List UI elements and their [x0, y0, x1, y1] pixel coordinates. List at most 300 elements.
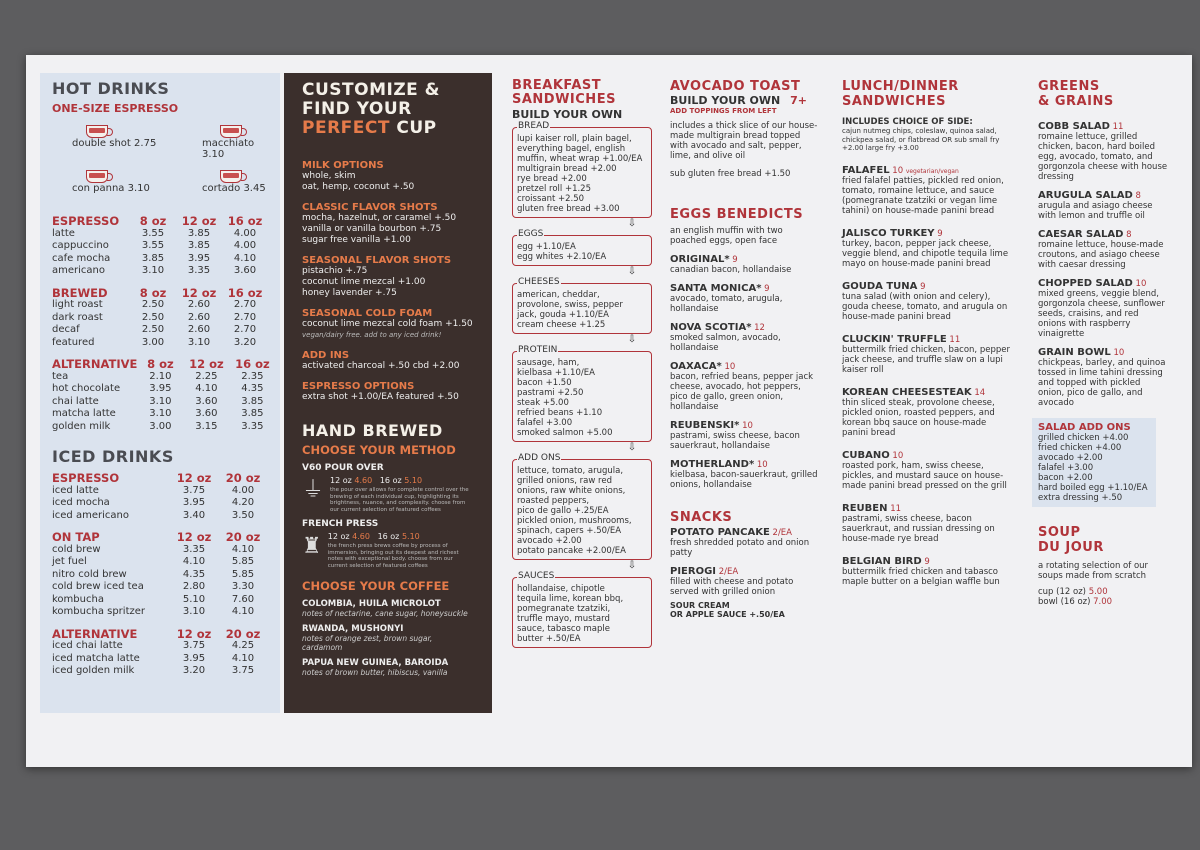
add-on-row [1038, 473, 1150, 483]
item-price: 4.10 [231, 606, 255, 617]
item-name: PIEROGI [670, 566, 717, 577]
add-ins [302, 350, 474, 372]
item-price: 2.70 [233, 311, 257, 323]
box-label: SAUCES [518, 571, 555, 581]
box-line: muffin, wheat wrap +1.00/EA [517, 154, 643, 164]
item-price: 3.35 [187, 265, 211, 276]
benedicts-description: an english muffin with two poached eggs, open face [670, 226, 783, 246]
sandwich-cluckin-truffle [842, 334, 1012, 375]
title-line: GREENS [1038, 79, 1100, 94]
cup-name: con panna [72, 183, 125, 194]
lunch-title [842, 79, 1012, 109]
item-price: 4.10 [231, 652, 255, 664]
item-price: 9 [920, 281, 926, 292]
box-line: cream cheese +1.25 [517, 320, 606, 330]
size-header: 12 oz [181, 214, 217, 228]
item-name: iced chai latte [52, 640, 123, 651]
item-price: 3.95 [182, 652, 206, 664]
eggs-box [512, 229, 652, 266]
greens-grains [1038, 79, 1168, 607]
item-price: 8 [1126, 230, 1132, 240]
size-header: 8 oz [147, 357, 174, 371]
item-name: CAESAR SALAD [1038, 229, 1124, 240]
title-accent: PERFECT [302, 118, 390, 138]
coffee-notes: notes of nectarine, cane sugar, honeysuckle [302, 609, 468, 618]
item-price: 10 [756, 460, 768, 470]
cup-price: 3.10 [202, 149, 225, 160]
title-line: SOUP [1038, 525, 1081, 540]
add-on-name: extra dressing [1038, 493, 1099, 503]
item-description: bacon, refried beans, pepper jack cheese, avocado, hot peppers, pico de gallo, green onion, hollandaise [670, 372, 814, 412]
box-line: potato pancake +2.00/EA [517, 546, 626, 556]
box-line: everything bagel, english [517, 144, 626, 154]
add-on-row [1038, 483, 1150, 493]
item-price: 8 [1135, 191, 1141, 201]
box-label: PROTEIN [518, 345, 558, 355]
soup-price: 7.00 [1093, 597, 1113, 607]
coffee-notes: notes of orange zest, brown sugar, cardamom [302, 634, 433, 652]
item-description: buttermilk fried chicken and tabasco maple butter on a belgian waffle bun [842, 566, 1000, 587]
item-price: 10 [724, 362, 736, 372]
item-name: GRAIN BOWL [1038, 347, 1111, 358]
salad-add-ons [1032, 418, 1156, 507]
box-line: lettuce, tomato, arugula, [517, 466, 624, 476]
soup-title [1038, 525, 1168, 555]
option-line: whole, skim [302, 171, 356, 181]
add-on-name: falafel [1038, 463, 1065, 473]
item-name: kombucha spritzer [52, 606, 146, 617]
item-name: featured [52, 336, 95, 348]
option-title: MILK OPTIONS [302, 160, 384, 171]
item-name: americano [52, 265, 105, 276]
item-name: BELGIAN BIRD [842, 555, 922, 567]
espresso-cup-icon [86, 125, 108, 138]
add-ons-title: SALAD ADD ONS [1038, 422, 1131, 433]
item-price: 3.15 [195, 420, 218, 432]
eggs-benedicts-title: EGGS BENEDICTS [670, 207, 804, 222]
soup-description: a rotating selection of our soups made from scratch [1038, 561, 1149, 581]
salad-arugula [1038, 190, 1168, 221]
add-on-row [1038, 463, 1150, 473]
section-label: ALTERNATIVE [52, 626, 138, 641]
sandwich-cubano [842, 450, 1012, 491]
item-price: 10 [742, 421, 753, 431]
option-title: CLASSIC FLAVOR SHOTS [302, 202, 438, 213]
item-price: 2/EA [718, 567, 739, 577]
add-on-name: grilled chicken [1038, 433, 1100, 443]
section-label: ESPRESSO [52, 471, 120, 485]
item-price: 7.60 [231, 593, 255, 605]
item-description: fresh shredded potato and onion patty [670, 538, 810, 558]
size-header: 12 oz [189, 357, 224, 371]
item-name: chai latte [52, 395, 99, 407]
item-price: 2.10 [149, 370, 172, 382]
sandwich-korean-cheesesteak [842, 387, 1012, 438]
item-price: 2.35 [241, 370, 264, 382]
box-label: EGGS [518, 229, 544, 239]
box-label: ADD ONS [518, 453, 561, 463]
item-name: POTATO PANCAKE [670, 527, 770, 538]
cup-con-panna [72, 170, 150, 194]
size-header: 16 oz [227, 285, 263, 300]
item-price: 10 [892, 450, 904, 461]
add-on-price: +1.10/EA [1107, 483, 1148, 493]
size-header: 20 oz [225, 530, 261, 544]
item-price: 3.95 [187, 252, 211, 264]
add-on-name: hard boiled egg [1038, 483, 1105, 493]
option-title: ADD INS [302, 350, 350, 361]
classic-flavor-shots [302, 202, 474, 246]
add-on-price: +2.00 [1066, 473, 1093, 483]
breakfast-sandwiches [512, 79, 652, 648]
build-your-own-label: BUILD YOUR OWN [512, 108, 623, 121]
item-price: 2.60 [187, 324, 211, 335]
box-line: onions, raw white onions, [517, 486, 626, 496]
avocado-build-line [670, 94, 820, 107]
soup-price: 5.00 [1088, 587, 1108, 597]
item-price: 3.10 [141, 265, 165, 276]
box-line: egg whites +2.10/EA [517, 252, 607, 262]
box-line: grilled onions, raw red [517, 476, 612, 486]
box-line: falafel +3.00 [517, 418, 573, 428]
customize-title [302, 81, 474, 138]
item-price: 3.60 [195, 408, 218, 419]
on-tap-table [52, 531, 268, 619]
item-name: SANTA MONICA* [670, 283, 762, 294]
greens-title [1038, 79, 1168, 109]
item-price: 2.60 [187, 299, 211, 310]
item-name: JALISCO TURKEY [842, 227, 935, 239]
option-line: coconut lime mezcal cold foam +1.50 [302, 319, 473, 329]
item-name: COBB SALAD [1038, 121, 1110, 132]
item-price: 4.10 [233, 252, 257, 264]
box-line: steak +5.00 [517, 398, 569, 408]
item-price: 3.95 [182, 497, 206, 508]
add-on-price: +2.00 [1076, 453, 1103, 463]
box-line: pomegranate tzatziki, [517, 604, 611, 614]
avocado-price: 7+ [790, 94, 807, 107]
item-description: avocado, tomato, arugula, hollandaise [670, 294, 783, 314]
item-price: 2.80 [182, 581, 206, 592]
sandwich-gouda-tuna [842, 281, 1012, 322]
hand-brewed-title: HAND BREWED [302, 421, 443, 440]
gluten-free-option: sub gluten free bread +1.50 [670, 169, 791, 179]
item-price: 4.10 [195, 383, 218, 394]
espresso-cups [52, 115, 268, 215]
iced-drinks-title: ICED DRINKS [52, 447, 174, 466]
item-name: light roast [52, 299, 103, 310]
menu-sheet [26, 55, 1192, 767]
coffee-name: COLOMBIA, HUILA MICROLOT [302, 599, 441, 609]
cup-name: cortado [202, 183, 241, 194]
hand-brewed-section [302, 421, 474, 677]
method-name: FRENCH PRESS [302, 519, 379, 529]
item-name: matcha latte [52, 408, 116, 419]
item-price: 3.30 [231, 581, 255, 592]
hot-alternative-table [52, 358, 268, 433]
brewed-table [52, 287, 268, 350]
down-arrow-icon: ⇩ [627, 266, 637, 277]
box-line: croissant +2.50 [517, 194, 585, 204]
item-name: golden milk [52, 420, 111, 432]
item-price: 3.35 [182, 543, 206, 555]
item-price: 3.00 [149, 420, 172, 432]
add-on-name: avocado [1038, 453, 1074, 463]
item-price: 12 [754, 323, 765, 333]
item-price: 3.10 [187, 336, 211, 348]
item-description: tuna salad (with onion and celery), gouda cheese, tomato, and arugula on house-made panini bread [842, 291, 1008, 322]
cup-price: 3.10 [127, 183, 150, 194]
add-on-price: +4.00 [1102, 433, 1129, 443]
method-french-press [302, 519, 474, 569]
item-name: CHOPPED SALAD [1038, 278, 1133, 289]
item-price: 5.85 [231, 556, 255, 567]
title-line: CUSTOMIZE & [302, 80, 440, 100]
item-name: iced matcha latte [52, 652, 140, 664]
item-name: dark roast [52, 311, 103, 323]
add-on-name: fried chicken [1038, 443, 1093, 453]
item-description: roasted pork, ham, swiss cheese, pickles, and mustard sauce on house-made panini bread pressed on the grill [842, 460, 1007, 491]
item-price: 11 [890, 503, 902, 514]
avocado-benedicts-snacks [670, 79, 820, 619]
method-name: V60 POUR OVER [302, 463, 384, 473]
add-ons-box [512, 453, 652, 560]
size-header: 20 oz [225, 626, 261, 641]
item-name: NOVA SCOTIA* [670, 322, 752, 333]
item-price: 2.70 [233, 299, 257, 310]
size-header: 12 oz [181, 285, 217, 300]
size-header: 16 oz [227, 214, 263, 228]
price: 4.60 [354, 476, 373, 485]
avocado-description: includes a thick slice of our house-made multigrain bread topped with avocado and salt, pepper, lime, and olive oil [670, 121, 818, 161]
benedict-original [670, 254, 820, 275]
add-on-row [1038, 453, 1150, 463]
item-description: canadian bacon, hollandaise [670, 265, 792, 275]
box-line: pickled onion, mushrooms, [517, 516, 632, 526]
coffee-colombia [302, 599, 474, 618]
breakfast-title [512, 79, 652, 107]
down-arrow-icon: ⇩ [627, 334, 637, 345]
item-price: 2.50 [141, 311, 165, 323]
item-price: 3.20 [233, 336, 257, 348]
item-price: 4.00 [233, 240, 257, 251]
size: 16 oz [379, 476, 402, 485]
item-price: 5.85 [231, 568, 255, 580]
box-label: CHEESES [518, 277, 560, 287]
add-on-price: +3.00 [1067, 463, 1094, 473]
espresso-cup-icon [220, 170, 242, 183]
protein-box [512, 345, 652, 442]
item-name: iced mocha [52, 497, 110, 508]
item-price: 3.75 [182, 484, 206, 496]
item-price: 10 [1113, 348, 1125, 358]
choose-method-heading: CHOOSE YOUR METHOD [302, 443, 456, 457]
box-line: roasted peppers, [517, 496, 590, 506]
item-price: 14 [974, 387, 986, 398]
box-line: lupi kaiser roll, plain bagel, [517, 134, 632, 144]
item-name: cappuccino [52, 240, 109, 251]
item-price: 3.85 [187, 227, 211, 239]
size: 12 oz [327, 532, 350, 541]
box-line: provolone, swiss, pepper [517, 300, 623, 310]
choose-coffee-heading: CHOOSE YOUR COFFEE [302, 579, 450, 593]
box-line: multigrain bread +2.00 [517, 164, 617, 174]
item-tag: vegetarian/vegan [905, 167, 959, 175]
side-option: OR APPLE SAUCE +.50/EA [670, 610, 785, 619]
item-name: jet fuel [52, 556, 87, 567]
box-line: sausage, ham, [517, 358, 580, 368]
sandwich-jalisco-turkey [842, 228, 1012, 269]
box-line: bacon +1.50 [517, 378, 572, 388]
price: 5.10 [404, 476, 423, 485]
item-name: cafe mocha [52, 252, 111, 264]
box-line: gluten free bread +3.00 [517, 204, 620, 214]
item-price: 4.20 [231, 497, 255, 508]
item-price: 2/EA [772, 528, 792, 538]
item-description: smoked salmon, avocado, hollandaise [670, 333, 781, 353]
box-line: refried beans +1.10 [517, 408, 603, 418]
sandwich-belgian-bird [842, 556, 1012, 587]
snacks-title: SNACKS [670, 510, 733, 525]
cup-double-shot [72, 125, 156, 149]
add-on-price: +4.00 [1095, 443, 1122, 453]
item-price: 9 [732, 255, 738, 265]
item-name: ARUGULA SALAD [1038, 190, 1133, 201]
price: 5.10 [401, 532, 420, 541]
item-price: 3.10 [149, 408, 172, 419]
item-description: pastrami, swiss cheese, bacon sauerkraut, and russian dressing on house-made rye bread [842, 513, 995, 544]
customize-panel [284, 73, 492, 713]
title-line: LUNCH/DINNER [842, 79, 959, 94]
box-line: pastrami +2.50 [517, 388, 584, 398]
size-header: 16 oz [235, 357, 270, 371]
add-on-row [1038, 493, 1150, 503]
section-label: ON TAP [52, 530, 100, 544]
price: 4.60 [352, 532, 370, 541]
size: 16 oz [377, 532, 400, 541]
box-line: truffle mayo, mustard [517, 614, 610, 624]
down-arrow-icon: ⇩ [627, 442, 637, 453]
size-header: 12 oz [176, 626, 212, 641]
option-line: pistachio +.75 [302, 266, 368, 276]
option-line: activated charcoal +.50 cbd +2.00 [302, 361, 460, 371]
size-header: 8 oz [139, 214, 167, 228]
item-description: pastrami, swiss cheese, bacon sauerkraut, hollandaise [670, 431, 800, 451]
option-title: SEASONAL FLAVOR SHOTS [302, 255, 452, 266]
benedict-reubenski [670, 420, 820, 451]
item-price: 3.60 [233, 265, 257, 276]
item-price: 11 [949, 334, 961, 345]
benedict-motherland [670, 459, 820, 490]
box-line: sauce, tabasco maple [517, 624, 610, 634]
cup-name: double shot [72, 138, 131, 149]
item-price: 3.75 [231, 665, 255, 676]
sandwich-falafel [842, 165, 1012, 216]
option-line: extra shot +1.00/EA featured +.50 [302, 392, 459, 402]
title-line: SANDWICHES [512, 92, 616, 107]
item-name: REUBEN [842, 502, 888, 514]
item-price: 3.60 [195, 395, 218, 407]
coffee-papua-new-guinea [302, 658, 474, 677]
soup-du-jour [1038, 525, 1168, 607]
item-price: 3.35 [241, 420, 264, 432]
sandwich-reuben [842, 503, 1012, 544]
item-name: iced americano [52, 509, 129, 521]
item-description: chickpeas, barley, and quinoa tossed in lime tahini dressing and topped with pickled onion, pico de gallo, and avocado [1038, 358, 1166, 408]
item-price: 9 [937, 228, 943, 239]
benedict-nova-scotia [670, 322, 820, 353]
item-price: 3.55 [141, 240, 165, 251]
cup-price: 2.75 [134, 138, 157, 149]
title-line: & GRAINS [1038, 94, 1114, 109]
option-line: vanilla or vanilla bourbon +.75 [302, 224, 442, 234]
cup-price: 3.45 [243, 183, 266, 194]
option-title: ESPRESSO OPTIONS [302, 381, 415, 392]
salad-cobb [1038, 121, 1168, 182]
espresso-cup-icon [220, 125, 242, 138]
add-toppings-note: ADD TOPPINGS FROM LEFT [670, 107, 777, 115]
item-name: cold brew [52, 543, 101, 555]
option-line: sugar free vanilla +1.00 [302, 235, 411, 245]
item-price: 3.50 [231, 509, 255, 521]
box-line: rye bread +2.00 [517, 174, 587, 184]
item-price: 3.75 [182, 640, 206, 651]
cheeses-box [512, 277, 652, 334]
item-description: romaine lettuce, grilled chicken, bacon, hard boiled egg, avocado, tomato, and gorgonzola cheese with house dressing [1038, 132, 1168, 182]
option-line: mocha, hazelnut, or caramel +.50 [302, 213, 457, 223]
item-price: 3.85 [241, 395, 264, 407]
method-v60 [302, 463, 474, 513]
method-description: the pour over allows for complete control over the brewing of each individual cup, highlighting its brightness, nuance, and complexity. choose from our current selection of featured coffees [330, 487, 469, 513]
avocado-toast-title: AVOCADO TOAST [670, 79, 801, 94]
item-price: 2.60 [187, 311, 211, 323]
item-name: iced latte [52, 484, 99, 496]
section-label: ESPRESSO [52, 214, 120, 228]
add-on-row [1038, 433, 1150, 443]
item-price: 4.35 [241, 383, 264, 394]
soup-size: bowl (16 oz) [1038, 597, 1091, 607]
coffee-rwanda [302, 624, 474, 652]
title-line: BREAKFAST [512, 78, 602, 93]
one-size-espresso-heading: ONE-SIZE ESPRESSO [52, 102, 179, 115]
box-line: jack, gouda +1.10/EA [517, 310, 609, 320]
title-line: SANDWICHES [842, 94, 946, 109]
benedict-santa-monica [670, 283, 820, 314]
item-price: 3.85 [187, 240, 211, 251]
coffee-notes: notes of brown butter, hibiscus, vanilla [302, 668, 448, 677]
seasonal-cold-foam [302, 308, 474, 341]
item-price: 4.25 [231, 640, 255, 651]
item-description: mixed greens, veggie blend, gorgonzola cheese, sunflower seeds, craisins, and red onions with raspberry vinaigrette [1038, 289, 1165, 339]
item-price: 2.70 [233, 324, 257, 335]
build-your-own-label: BUILD YOUR OWN [670, 94, 781, 107]
milk-options [302, 160, 474, 193]
item-price: 3.10 [182, 606, 206, 617]
hot-espresso-table [52, 215, 268, 278]
size-header: 20 oz [225, 471, 261, 485]
drinks-panel [40, 73, 280, 713]
cup-name: macchiato [202, 138, 255, 149]
lunch-dinner-sandwiches [842, 79, 1012, 587]
item-price: 5.10 [182, 593, 206, 605]
size-header: 8 oz [139, 285, 167, 300]
soup-size: cup (12 oz) [1038, 587, 1086, 597]
item-name: CUBANO [842, 449, 890, 461]
section-label: BREWED [52, 285, 108, 300]
item-name: kombucha [52, 593, 104, 605]
grain-bowl [1038, 347, 1168, 408]
seasonal-flavor-shots [302, 255, 474, 299]
